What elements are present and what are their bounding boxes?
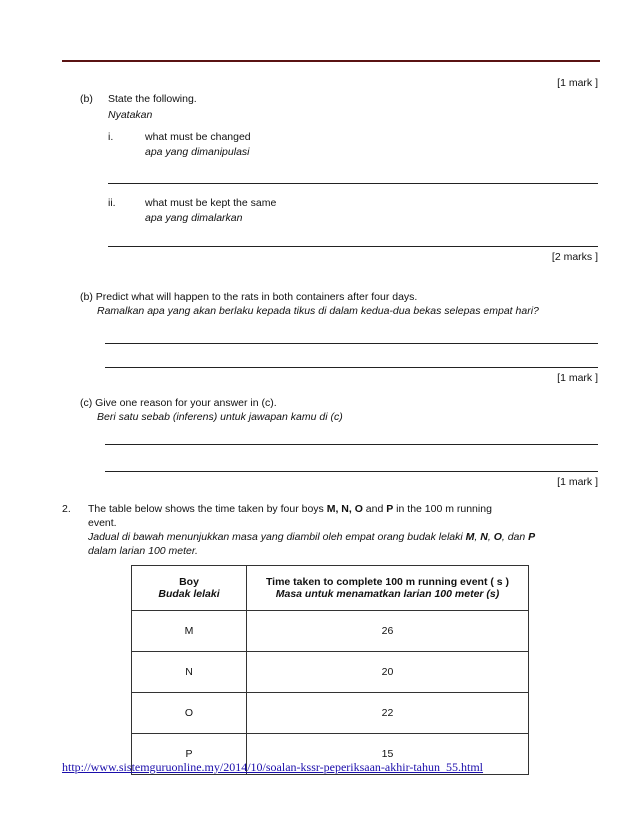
- table-cell: 20: [247, 652, 529, 693]
- question-text: (b) Predict what will happen to the rats in both containers after four days.: [80, 291, 418, 303]
- answer-line[interactable]: [108, 183, 598, 184]
- table-cell: O: [132, 693, 247, 734]
- question-text-ms: Ramalkan apa yang akan berlaku kepada tikus di dalam kedua-dua bekas selepas empat hari?: [97, 305, 539, 317]
- item-text: what must be kept the same: [145, 197, 277, 209]
- item-number: ii.: [108, 197, 116, 209]
- mark-label: [2 marks ]: [551, 251, 598, 263]
- table-cell: N: [132, 652, 247, 693]
- table-header-cell: Time taken to complete 100 m running event ( s ) Masa untuk menamatkan larian 100 meter (s): [247, 566, 529, 611]
- question-prompt-ms: Nyatakan: [108, 109, 153, 121]
- answer-line[interactable]: [105, 471, 598, 472]
- question-label: (b): [80, 93, 93, 105]
- mark-label: [1 mark ]: [557, 372, 598, 384]
- table-cell: P: [132, 734, 247, 775]
- table-header-cell: Boy Budak lelaki: [132, 566, 247, 611]
- item-text: what must be changed: [145, 131, 251, 143]
- table-row: [132, 652, 529, 693]
- table-cell: 15: [247, 734, 529, 775]
- question-text-ms: Jadual di bawah menunjukkan masa yang diambil oleh empat orang budak lelaki M, N, O, dan P: [88, 531, 536, 543]
- question-text-ms: Beri satu sebab (inferens) untuk jawapan kamu di (c): [97, 411, 343, 423]
- answer-line[interactable]: [105, 367, 598, 368]
- table-row: [132, 693, 529, 734]
- table-row: [132, 611, 529, 652]
- item-number: i.: [108, 131, 114, 143]
- question-text-ms-line2: dalam larian 100 meter.: [88, 545, 198, 557]
- item-text-ms: apa yang dimalarkan: [145, 212, 243, 224]
- table-cell: 22: [247, 693, 529, 734]
- table-cell: 26: [247, 611, 529, 652]
- table-header-row: [132, 566, 529, 611]
- answer-line[interactable]: [105, 444, 598, 445]
- header-rule: [62, 60, 600, 62]
- question-number: 2.: [62, 503, 71, 515]
- item-text-ms: apa yang dimanipulasi: [145, 146, 250, 158]
- question-text-line2: event.: [88, 517, 117, 529]
- table-cell: M: [132, 611, 247, 652]
- mark-label: [1 mark ]: [557, 77, 598, 89]
- answer-line[interactable]: [105, 343, 598, 344]
- mark-label: [1 mark ]: [557, 476, 598, 488]
- question-prompt: State the following.: [108, 93, 197, 105]
- question-text: The table below shows the time taken by four boys M, N, O and P in the 100 m running: [88, 503, 492, 515]
- data-table: [131, 565, 529, 775]
- source-link[interactable]: http://www.sistemguruonline.my/2014/10/soalan-kssr-peperiksaan-akhir-tahun_55.html: [62, 760, 484, 774]
- answer-line[interactable]: [108, 246, 598, 247]
- question-text: (c) Give one reason for your answer in (c).: [80, 397, 277, 409]
